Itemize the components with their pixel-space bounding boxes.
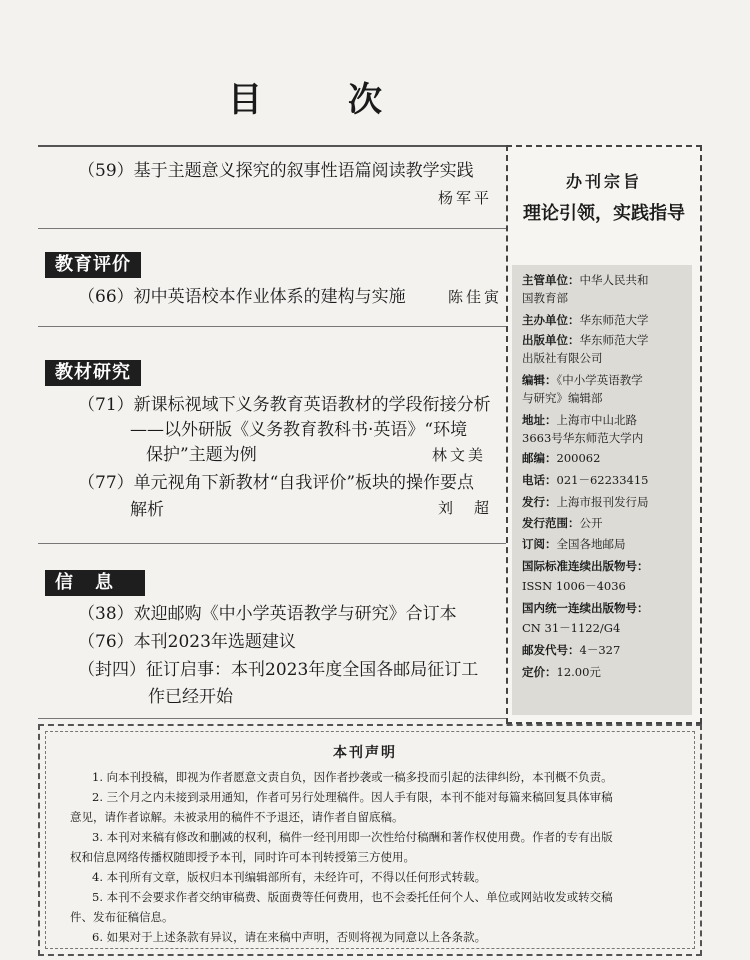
page-title-char: 次 [348, 80, 382, 120]
section-divider [38, 228, 508, 229]
toc-entry-subtitle: ——以外研版《义务教育教科书·英语》“环境 [130, 420, 468, 440]
info-line: 3663号华东师范大学内 [522, 431, 644, 445]
toc-entry-author: 刘 超 [438, 499, 493, 517]
journal-info-sidebar [506, 145, 702, 724]
publication-info-box [512, 265, 692, 715]
info-line: 国内统一连续出版物号： [522, 601, 649, 615]
toc-entry-title[interactable]: （59）基于主题意义探究的叙事性语篇阅读教学实践 [78, 161, 474, 181]
statement-line: 件、发布征稿信息。 [70, 910, 174, 924]
journal-statement-box [38, 724, 702, 956]
info-line: 编辑：《中小学英语教学 [522, 373, 643, 387]
toc-entry-subtitle: 保护”主题为例 [146, 445, 257, 465]
motto-title: 办刊宗旨 [565, 172, 642, 191]
info-line: 订阅：全国各地邮局 [522, 537, 626, 551]
statement-line: 1. 向本刊投稿，即视为作者愿意文责自负，因作者抄袭或一稿多投而引起的法律纠纷，本刊概不负责。 [92, 770, 613, 784]
toc-entry-title[interactable]: （71）新课标视域下义务教育英语教材的学段衔接分析 [78, 395, 491, 415]
toc-entry-author: 杨军平 [438, 189, 493, 207]
section-heading-textbook-research: 教材研究 [45, 360, 141, 386]
section-divider [38, 326, 508, 327]
info-line: 地址：上海市中山北路 [522, 413, 637, 427]
section-divider [38, 718, 508, 719]
toc-entry-author: 林文美 [432, 446, 487, 464]
toc-entry-title[interactable]: （66）初中英语校本作业体系的建构与实施 [78, 287, 406, 307]
info-line: 主管单位：中华人民共和 [522, 273, 649, 287]
section-divider [38, 543, 508, 544]
statement-line: 6. 如果对于上述条款有异议，请在来稿中声明，否则将视为同意以上各条款。 [92, 930, 487, 944]
motto-text: 理论引领，实践指导 [523, 203, 685, 224]
toc-entry-title[interactable]: （38）欢迎邮购《中小学英语教学与研究》合订本 [78, 604, 457, 624]
info-line: 国教育部 [522, 291, 568, 305]
statement-line: 权和信息网络传播权随即授予本刊，同时许可本刊转授第三方使用。 [70, 850, 415, 864]
info-line: 国际标准连续出版物号： [522, 559, 649, 573]
statement-title: 本刊声明 [333, 745, 397, 761]
section-heading-education-evaluation: 教育评价 [45, 252, 141, 278]
toc-entry-title[interactable]: （76）本刊2023年选题建议 [78, 632, 296, 652]
info-line: 出版社有限公司 [522, 351, 603, 365]
page-title-char: 目 [228, 80, 262, 120]
statement-line: 5. 本刊不会要求作者交纳审稿费、版面费等任何费用，也不会委托任何个人、单位或网站收发或转交稿 [92, 890, 613, 904]
statement-line: 意见，请作者谅解。未被录用的稿件不予退还，请作者自留底稿。 [70, 810, 404, 824]
info-line: 定价：12.00元 [522, 665, 601, 679]
statement-line: 3. 本刊对来稿有修改和删减的权利，稿件一经刊用即一次性给付稿酬和著作权使用费。作者的专有出版 [92, 830, 613, 844]
info-line: 邮编：200062 [522, 451, 601, 465]
info-line: 主办单位：华东师范大学 [522, 313, 649, 327]
info-line: CN 31－1122/G4 [522, 621, 621, 635]
info-line: ISSN 1006－4036 [522, 579, 626, 593]
info-line: 发行范围：公开 [522, 516, 603, 530]
statement-line: 2. 三个月之内未接到录用通知，作者可另行处理稿件。因人手有限，本刊不能对每篇来稿回复具体审稿 [92, 790, 613, 804]
toc-entry-title[interactable]: （77）单元视角下新教材“自我评价”板块的操作要点 [78, 473, 475, 493]
info-line: 邮发代号：4－327 [522, 643, 621, 657]
info-line: 与研究》编辑部 [522, 391, 603, 405]
info-line: 电话：021－62233415 [522, 473, 649, 487]
section-heading-information: 信息 [45, 570, 145, 596]
info-line: 发行：上海市报刊发行局 [522, 495, 649, 509]
info-line: 出版单位：华东师范大学 [522, 333, 649, 347]
toc-entry-author: 陈佳寅 [448, 288, 503, 306]
toc-entry-title[interactable]: （封四）征订启事：本刊2023年度全国各邮局征订工 [78, 660, 479, 680]
toc-entry-title-cont: 解析 [130, 500, 164, 520]
toc-entry-title-cont: 作已经开始 [148, 687, 233, 707]
statement-line: 4. 本刊所有文章，版权归本刊编辑部所有，未经许可，不得以任何形式转载。 [92, 870, 487, 884]
